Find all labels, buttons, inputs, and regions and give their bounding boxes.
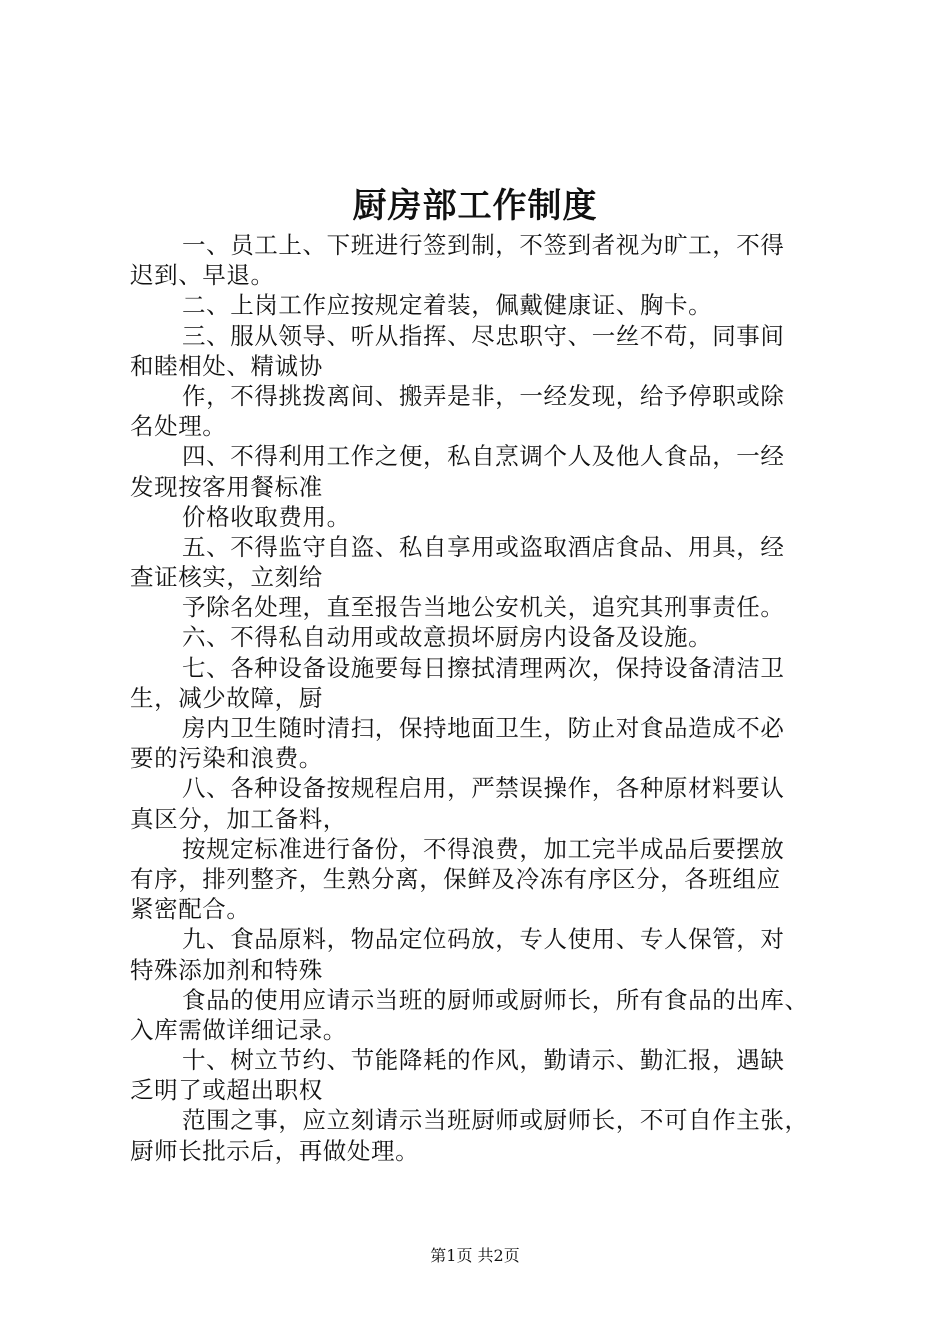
text-line: 和睦相处、精诚协: [130, 351, 323, 380]
text-line: 入库需做详细记录。: [130, 1015, 347, 1044]
text-line: 按规定标准进行备份，不得浪费，加工完半成品后要摆放: [182, 834, 785, 863]
text-line: 五、不得监守自盗、私自享用或盗取酒店食品、用具，经: [182, 532, 785, 561]
text-line: 七、各种设备设施要每日擦拭清理两次，保持设备清洁卫: [182, 653, 785, 682]
text-line: 予除名处理，直至报告当地公安机关，追究其刑事责任。: [182, 593, 785, 622]
text-line: 一、员工上、下班进行签到制，不签到者视为旷工，不得: [182, 231, 785, 259]
text-line: 食品的使用应请示当班的厨师或厨师长，所有食品的出库、: [182, 985, 809, 1014]
text-line: 十、树立节约、节能降耗的作风，勤请示、勤汇报，遇缺: [182, 1046, 785, 1075]
text-line: 二、上岗工作应按规定着装，佩戴健康证、胸卡。: [182, 291, 713, 320]
text-line: 范围之事，应立刻请示当班厨师或厨师长，不可自作主张，: [182, 1106, 809, 1135]
text-line: 要的污染和浪费。: [130, 744, 323, 773]
text-line: 有序，排列整齐，生熟分离，保鲜及冷冻有序区分，各班组应: [130, 864, 781, 893]
text-line: 迟到、早退。: [130, 261, 275, 290]
text-line: 生，减少故障，厨: [130, 683, 323, 712]
text-line: 九、食品原料，物品定位码放，专人使用、专人保管，对: [182, 925, 785, 954]
text-line: 名处理。: [130, 412, 227, 441]
text-line: 房内卫生随时清扫，保持地面卫生，防止对食品造成不必: [182, 714, 785, 742]
text-line: 六、不得私自动用或故意损坏厨房内设备及设施。: [182, 623, 713, 652]
text-line: 四、不得利用工作之便，私自烹调个人及他人食品，一经: [182, 442, 785, 471]
page-title: 厨房部工作制度: [352, 186, 598, 226]
text-line: 厨师长批示后，再做处理。: [130, 1136, 420, 1165]
text-line: 作，不得挑拨离间、搬弄是非，一经发现，给予停职或除: [182, 381, 785, 410]
text-line: 乏明了或超出职权: [130, 1076, 323, 1105]
text-line: 价格收取费用。: [182, 502, 351, 531]
text-line: 三、服从领导、听从指挥、尽忠职守、一丝不苟，同事间: [182, 321, 785, 350]
text-line: 发现按客用餐标准: [130, 472, 323, 501]
text-line: 真区分，加工备料，: [130, 804, 347, 833]
document-body: [130, 230, 834, 1166]
page-footer: 第1页 共2页: [430, 1246, 520, 1265]
text-line: 八、各种设备按规程启用，严禁误操作，各种原材料要认: [182, 774, 785, 803]
text-line: 特殊添加剂和特殊: [130, 955, 323, 984]
text-line: 查证核实，立刻给: [130, 563, 323, 592]
text-line: 紧密配合。: [130, 895, 251, 924]
